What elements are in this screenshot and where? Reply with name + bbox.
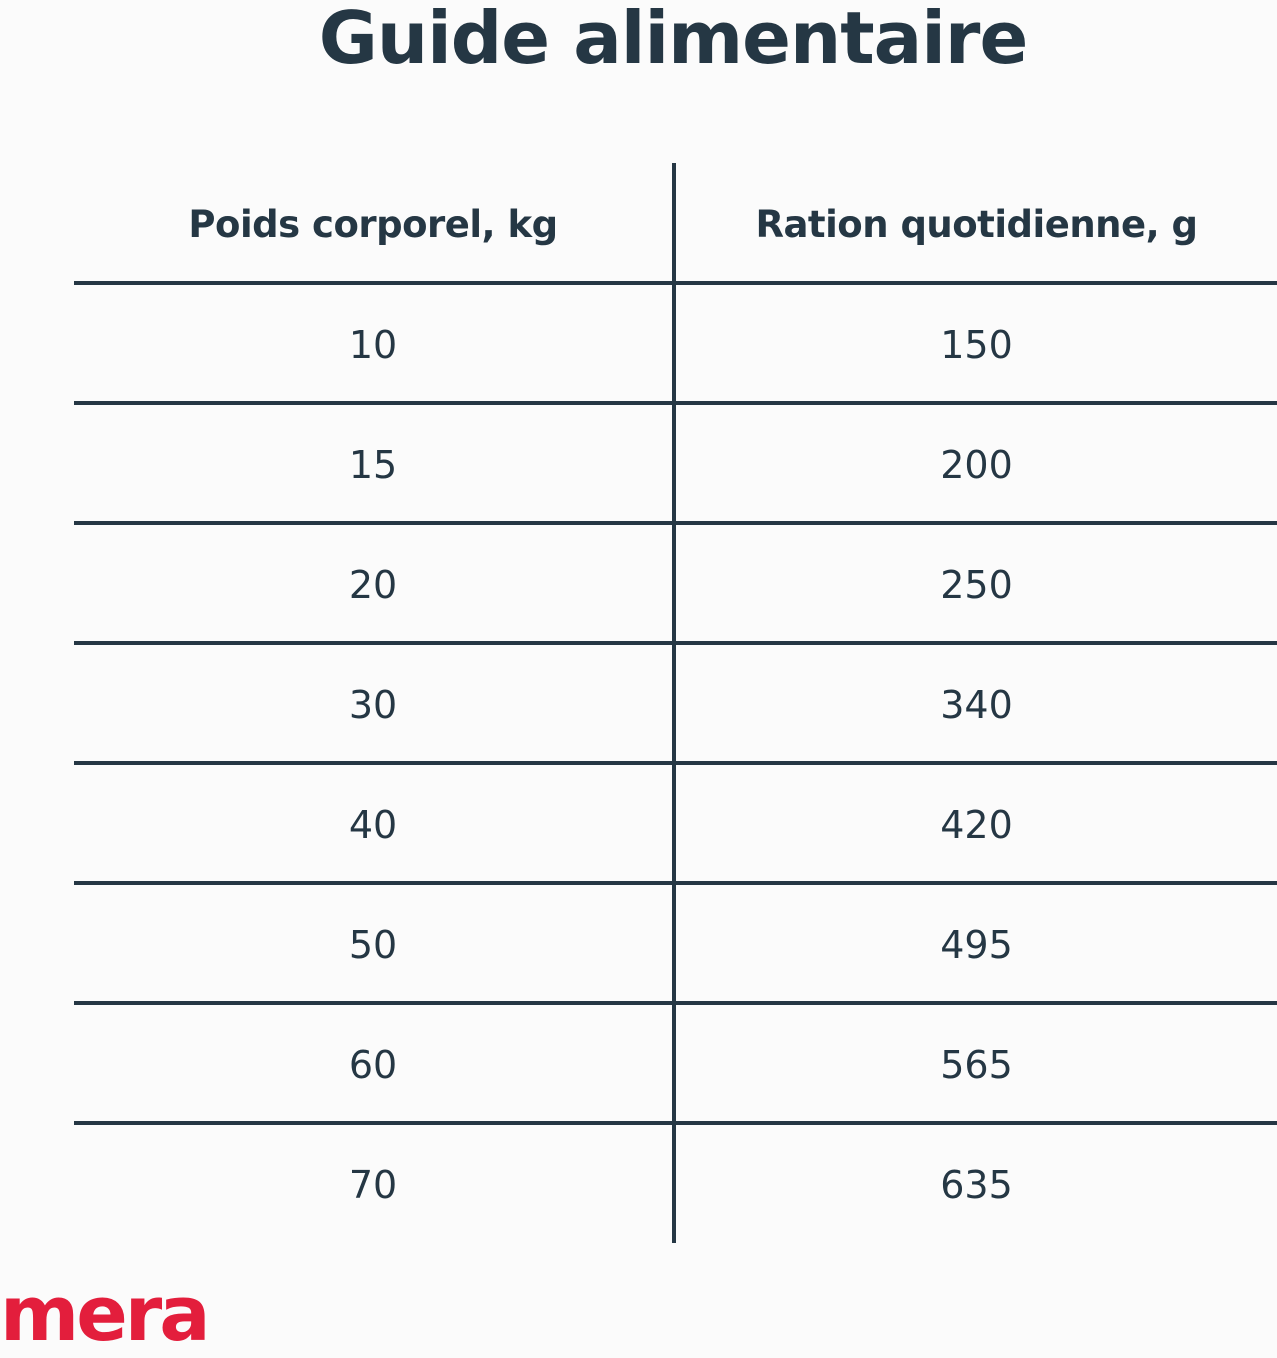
feeding-table xyxy=(74,163,1277,1243)
mera-logo: mera xyxy=(0,1269,208,1358)
ration-cell: 200 xyxy=(940,443,1013,487)
weight-cell: 30 xyxy=(348,683,398,727)
weight-cell: 60 xyxy=(348,1043,398,1087)
weight-cell: 10 xyxy=(348,323,398,367)
weight-cell: 70 xyxy=(348,1163,398,1207)
header-daily-ration: Ration quotidienne, g xyxy=(755,203,1198,246)
weight-cell: 15 xyxy=(348,443,398,487)
ration-cell: 635 xyxy=(940,1163,1013,1207)
ration-cell: 250 xyxy=(940,563,1013,607)
ration-cell: 495 xyxy=(940,923,1013,967)
ration-cell: 340 xyxy=(940,683,1013,727)
ration-cell: 565 xyxy=(940,1043,1013,1087)
weight-cell: 40 xyxy=(348,803,398,847)
page-title: Guide alimentaire xyxy=(318,0,1028,80)
ration-cell: 150 xyxy=(940,323,1013,367)
weight-cell: 50 xyxy=(348,923,398,967)
ration-cell: 420 xyxy=(940,803,1013,847)
weight-cell: 20 xyxy=(348,563,398,607)
header-body-weight: Poids corporel, kg xyxy=(188,203,558,246)
